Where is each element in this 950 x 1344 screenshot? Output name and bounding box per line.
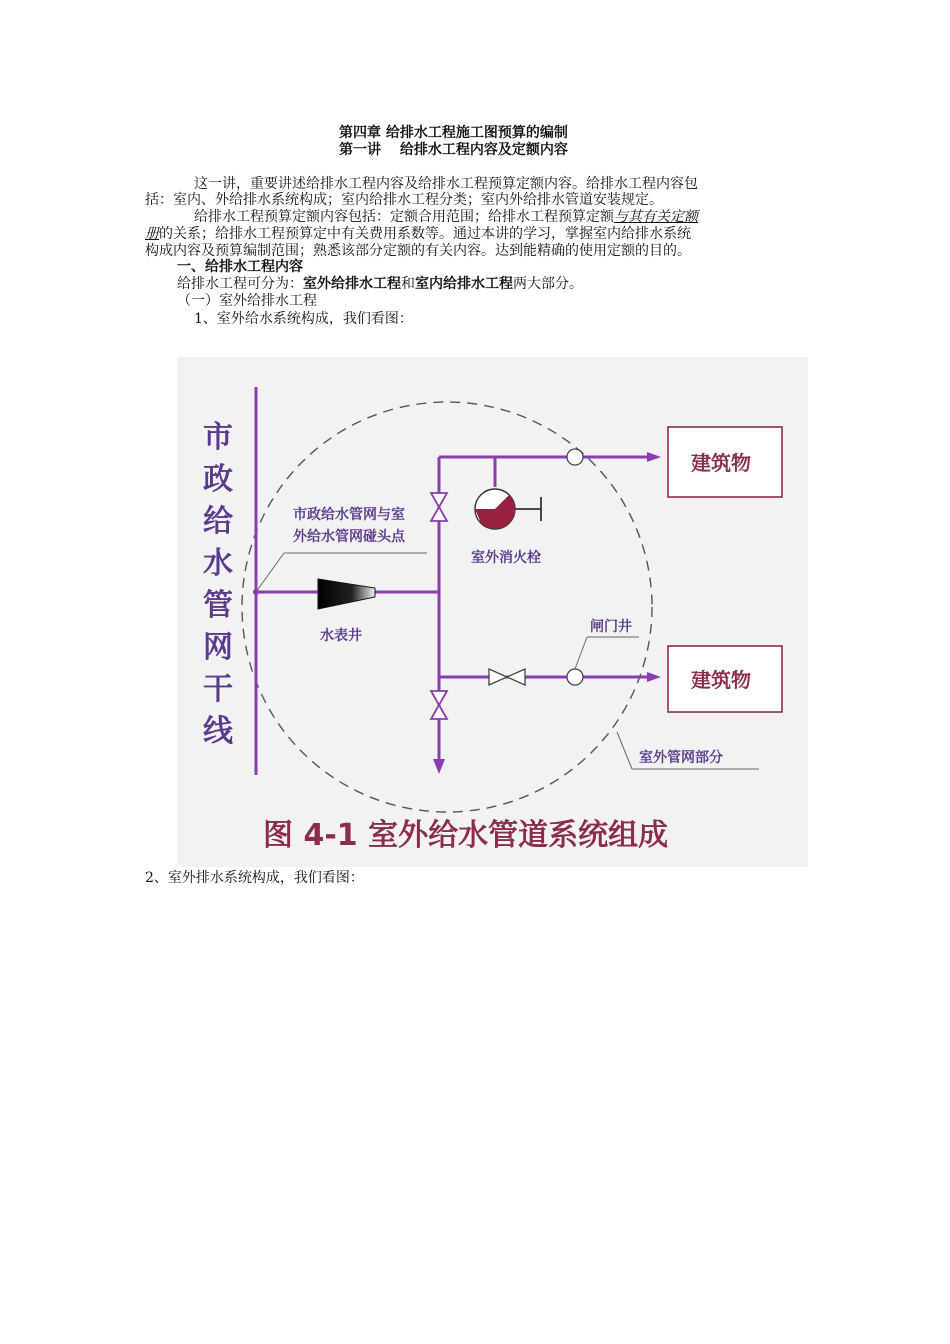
intro-p2-text-2: 的关系；给排水工程预算定中有关费用系数等。通过本讲的学习，掌握室内给排水系统 bbox=[159, 226, 691, 242]
item-1: 1、室外给水系统构成，我们看图： bbox=[194, 311, 413, 327]
lecture-title: 第一讲 给排水工程内容及定额内容 bbox=[339, 142, 568, 158]
outdoor-works-term: 室外给排水工程 bbox=[303, 276, 401, 292]
main-line-char: 干 bbox=[203, 672, 233, 707]
arrow-to-building-1-icon bbox=[647, 452, 661, 462]
intro-p2-line1 bbox=[194, 209, 698, 225]
subsection-title: （一）室外给排水工程 bbox=[177, 293, 317, 309]
gate-well-label: 闸门井 bbox=[590, 619, 632, 635]
section-intro-line bbox=[177, 276, 583, 292]
fire-hydrant-icon bbox=[475, 489, 541, 529]
main-line-char: 网 bbox=[203, 630, 233, 665]
hydrant-label: 室外消火栓 bbox=[471, 550, 541, 566]
conjunction: 和 bbox=[401, 276, 415, 292]
meter-well-label: 水表井 bbox=[320, 628, 362, 644]
arrow-to-building-2-icon bbox=[647, 672, 661, 682]
section-intro-tail: 两大部分。 bbox=[513, 276, 583, 292]
building-1-label: 建筑物 bbox=[691, 451, 751, 475]
indoor-works-term: 室内给排水工程 bbox=[415, 276, 513, 292]
riser-arrow-icon bbox=[433, 759, 445, 774]
main-line-char: 市 bbox=[203, 420, 233, 455]
riser-valve-bottom-icon bbox=[431, 691, 447, 719]
intro-p2-line2 bbox=[145, 226, 691, 242]
outdoor-network-boundary bbox=[242, 402, 652, 812]
main-line-char: 政 bbox=[203, 462, 233, 497]
gate-well-icon bbox=[567, 669, 583, 685]
building-2-label: 建筑物 bbox=[691, 668, 751, 692]
quota-link[interactable]: 与其有关定额 bbox=[614, 209, 698, 225]
network-leader bbox=[617, 732, 632, 769]
main-line-char: 水 bbox=[203, 546, 233, 581]
main-line-char: 管 bbox=[203, 588, 233, 623]
intro-p2-text: 给排水工程预算定额内容包括：定额合用范围；给排水工程预算定额 bbox=[194, 209, 614, 225]
gate-well-leader bbox=[575, 637, 587, 669]
section-intro-text: 给排水工程可分为： bbox=[177, 276, 303, 292]
main-line-char: 线 bbox=[203, 714, 233, 749]
figure-outdoor-water-supply bbox=[177, 357, 808, 867]
intro-p2-line3: 构成内容及预算编制范围；熟悉该部分定额的有关内容。达到能精确的使用定额的目的。 bbox=[145, 243, 691, 259]
quota-link-cont[interactable]: 册 bbox=[145, 226, 159, 242]
connection-label-1: 市政给水管网与室 bbox=[293, 507, 405, 523]
figure-caption: 图 4-1 室外给水管道系统组成 bbox=[263, 818, 669, 853]
chapter-title: 第四章 给排水工程施工图预算的编制 bbox=[339, 125, 568, 141]
item-2: 2、室外排水系统构成，我们看图： bbox=[145, 870, 364, 886]
connection-leader bbox=[256, 553, 284, 592]
intro-p1-line1: 这一讲，重要讲述给排水工程内容及给排水工程预算定额内容。给排水工程内容包 bbox=[194, 176, 698, 192]
riser-valve-top-icon bbox=[431, 493, 447, 521]
section-heading: 一、给排水工程内容 bbox=[177, 259, 303, 275]
top-well-icon bbox=[567, 449, 583, 465]
connection-label-2: 外给水管网碰头点 bbox=[293, 529, 405, 545]
gate-valve-icon bbox=[489, 669, 525, 685]
main-line-label bbox=[203, 420, 234, 749]
outdoor-network-label: 室外管网部分 bbox=[639, 750, 723, 766]
water-meter-icon bbox=[318, 579, 375, 609]
intro-p1-line2: 括：室内、外给排水系统构成；室内给排水工程分类；室内外给排水管道安装规定。 bbox=[145, 192, 663, 208]
main-line-char: 给 bbox=[203, 504, 233, 539]
